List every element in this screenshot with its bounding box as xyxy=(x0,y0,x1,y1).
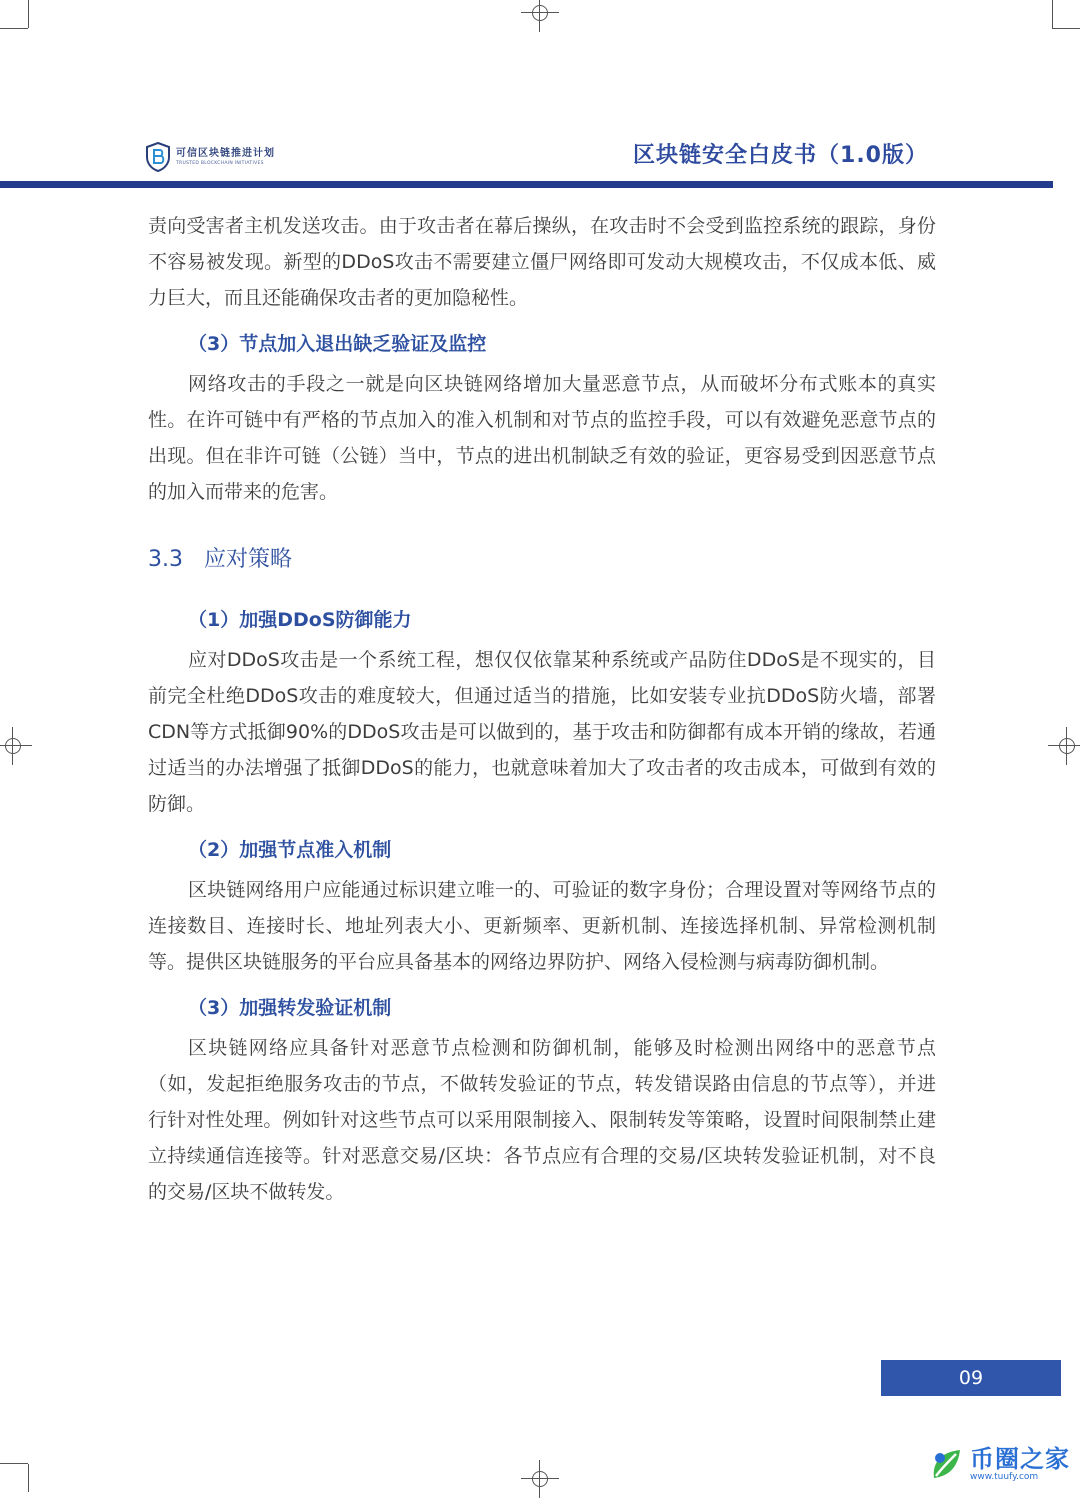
logo-english-text: TRUSTED BLOCKCHAIN INITIATIVES xyxy=(176,160,264,166)
watermark-url: www.tuufy.com xyxy=(970,1471,1039,1482)
paragraph-node-admission: 区块链网络用户应能通过标识建立唯一的、可验证的数字身份；合理设置对等网络节点的连接数目、连接时长、地址列表大小、更新频率、更新机制、连接选择机制、异常检测机制等。提供区块链服务的平台应具备基本的网络边界防护、网络入侵检测与病毒防御机制。 xyxy=(148,879,936,973)
shield-b-logo-icon xyxy=(146,142,170,172)
crop-mark-bottom-left-h xyxy=(0,1463,28,1464)
header-logo xyxy=(146,140,275,174)
section-number: 3.3 xyxy=(148,547,183,572)
subheading-ddos-defense: （1）加强DDoS防御能力 xyxy=(188,609,412,631)
section-heading xyxy=(148,542,936,578)
subheading-forward-verification: （3）加强转发验证机制 xyxy=(188,997,392,1019)
subheading-node-admission: （2）加强节点准入机制 xyxy=(188,839,392,861)
document-title: 区块链安全白皮书（1.0版） xyxy=(633,143,928,168)
registration-mark-bottom xyxy=(529,1468,551,1490)
intro-paragraph: 责向受害者主机发送攻击。由于攻击者在幕后操纵，在攻击时不会受到监控系统的跟踪，身份不容易被发现。新型的DDoS攻击不需要建立僵尸网络即可发动大规模攻击，不仅成本低、威力巨大，而且还能确保攻击者的更加隐秘性。 xyxy=(148,215,936,309)
crop-mark-top-right-h xyxy=(1052,28,1080,29)
header-rule xyxy=(0,181,1053,188)
page-content xyxy=(148,208,936,1210)
crop-mark-top-left-h xyxy=(0,28,28,29)
paragraph-node-join-exit: 网络攻击的手段之一就是向区块链网络增加大量恶意节点，从而破坏分布式账本的真实性。在许可链中有严格的节点加入的准入机制和对节点的监控手段，可以有效避免恶意节点的出现。但在非许可链（公链）当中，节点的进出机制缺乏有效的验证，更容易受到因恶意节点的加入而带来的危害。 xyxy=(148,373,936,503)
leaf-logo-icon xyxy=(926,1444,966,1484)
crop-mark-bottom-left-v xyxy=(28,1464,29,1492)
section-title: 应对策略 xyxy=(204,547,293,572)
paragraph-forward-verification: 区块链网络应具备针对恶意节点检测和防御机制，能够及时检测出网络中的恶意节点（如，发起拒绝服务攻击的节点，不做转发验证的节点，转发错误路由信息的节点等），并进行针对性处理。例如针对这些节点可以采用限制接入、限制转发等策略，设置时间限制禁止建立持续通信连接等。针对恶意交易/区块：各节点应有合理的交易/区块转发验证机制，对不良的交易/区块不做转发。 xyxy=(148,1037,936,1203)
registration-mark-left xyxy=(2,735,24,757)
logo-chinese-text: 可信区块链推进计划 xyxy=(176,147,275,159)
registration-mark-right xyxy=(1056,735,1078,757)
page-number: 09 xyxy=(881,1360,1061,1396)
watermark xyxy=(926,1444,1070,1484)
crop-mark-top-right-v xyxy=(1052,0,1053,28)
crop-mark-top-left-v xyxy=(28,0,29,28)
paragraph-ddos-defense: 应对DDoS攻击是一个系统工程，想仅仅依靠某种系统或产品防住DDoS是不现实的，目前完全杜绝DDoS攻击的难度较大，但通过适当的措施，比如安装专业抗DDoS防火墙，部署CDN等方式抵御90%的DDoS攻击是可以做到的，基于攻击和防御都有成本开销的缘故，若通过适当的办法增强了抵御DDoS的能力，也就意味着加大了攻击者的攻击成本，可做到有效的防御。 xyxy=(148,649,936,815)
registration-mark-top xyxy=(529,2,551,24)
subheading-node-join-exit: （3）节点加入退出缺乏验证及监控 xyxy=(188,333,487,355)
watermark-chinese-text: 币圈之家 xyxy=(970,1444,1070,1473)
